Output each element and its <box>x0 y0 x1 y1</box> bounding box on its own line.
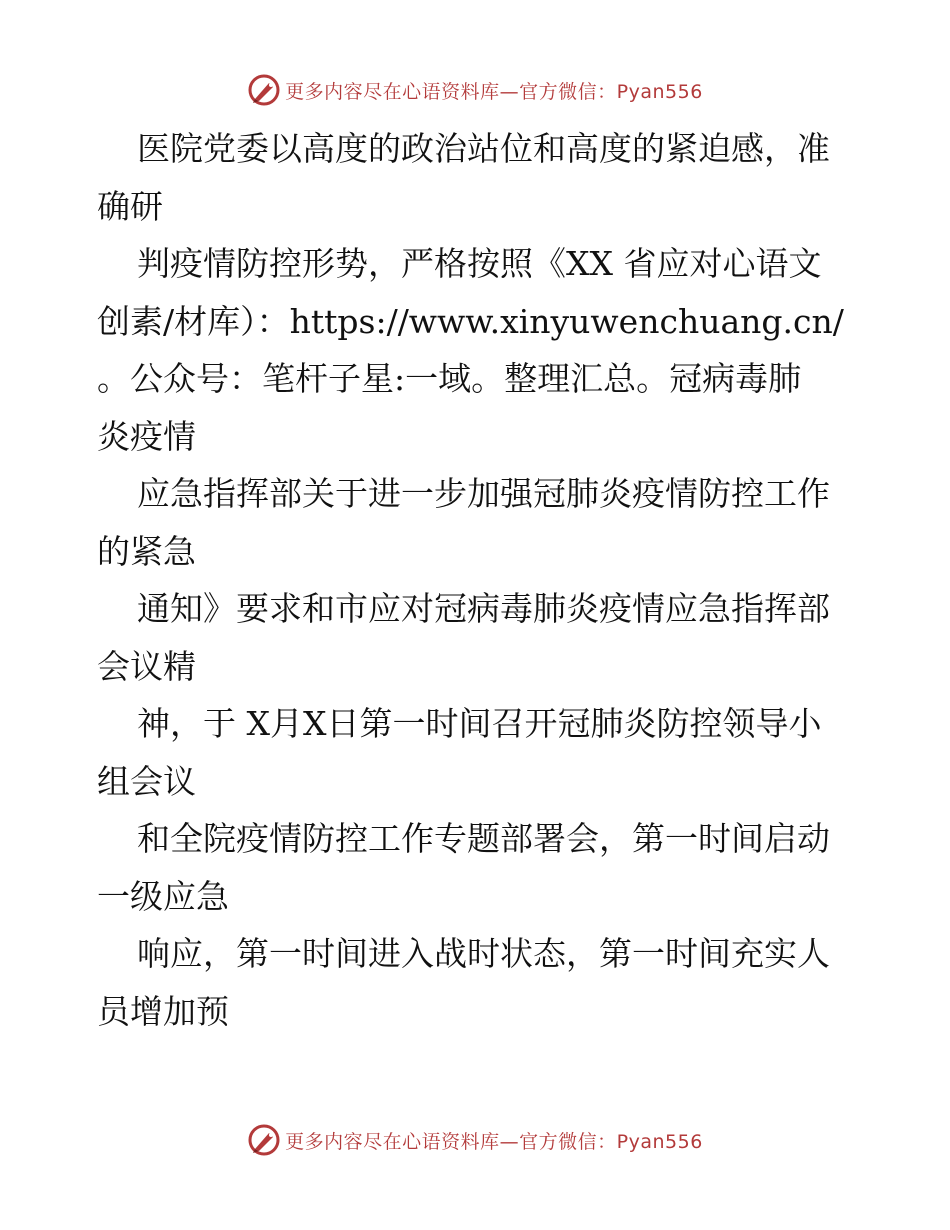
body-line: 应急指挥部关于进一步加强冠肺炎疫情防控工作 <box>137 474 830 513</box>
body-line: 组会议 <box>97 761 196 801</box>
body-line: 医院党委以高度的政治站位和高度的紧迫感，准 <box>137 129 830 168</box>
body-line: 神，于 X月X日第一时间召开冠肺炎防控领导小 <box>137 704 822 743</box>
body-line: 和全院疫情防控工作专题部署会，第一时间启动 <box>137 819 830 858</box>
body-line: 确研 <box>97 186 163 226</box>
body-line: 响应，第一时间进入战时状态，第一时间充实人 <box>137 934 830 973</box>
footer-banner-text: 更多内容尽在心语资料库—官方微信：Pyan556 <box>285 1130 703 1153</box>
body-line: 通知》要求和市应对冠病毒肺炎疫情应急指挥部 <box>137 589 830 628</box>
pen-logo-icon <box>247 73 281 107</box>
body-line: 创素/材库）：https://www.xinyuwenchuang.cn/ <box>97 301 844 341</box>
header-watermark-banner <box>0 70 950 110</box>
header-banner-text: 更多内容尽在心语资料库—官方微信：Pyan556 <box>285 80 703 103</box>
footer-watermark-banner <box>0 1120 950 1160</box>
body-line: 。公众号：笔杆子星:一域。整理汇总。冠病毒肺 <box>97 359 802 398</box>
body-line: 会议精 <box>97 646 196 686</box>
body-line: 判疫情防控形势，严格按照《XX 省应对心语文 <box>137 244 822 283</box>
pen-logo-icon <box>247 1123 281 1157</box>
document-body <box>97 120 857 1040</box>
body-line: 员增加预 <box>97 991 229 1031</box>
body-line: 一级应急 <box>97 876 229 916</box>
body-line: 的紧急 <box>97 531 196 571</box>
body-line: 炎疫情 <box>97 416 196 456</box>
